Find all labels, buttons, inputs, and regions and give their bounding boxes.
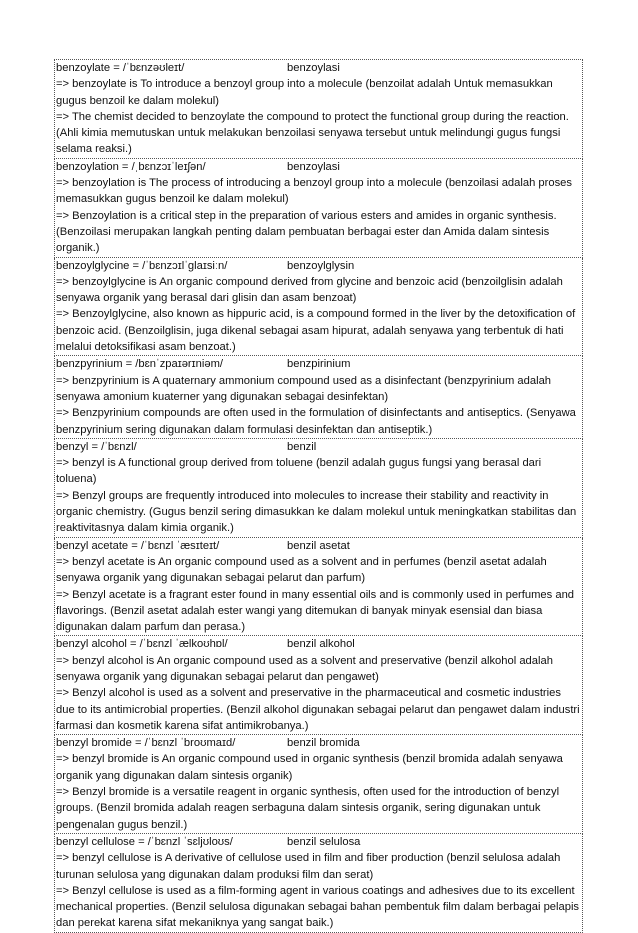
entry-term: benzoylglycine = /ˈbɛnzɔɪlˈɡlaɪsiːn/ bbox=[56, 259, 228, 272]
entry-term: benzyl alcohol = /ˈbɛnzl ˈælkoʊhɒl/ bbox=[56, 638, 228, 651]
entry-example: => Benzyl alcohol is used as a solvent and preservative in the pharmaceutical and cosmetic industries due to its antimicrobial properties. (Benzil alkohol digunakan sebagai pelarut dan pengawet dalam industri farmasi dan kosmetik karena sifat antimikrobanya.) bbox=[56, 687, 580, 732]
entry-headword-row bbox=[56, 834, 581, 850]
entry-example: => The chemist decided to benzoylate the compound to protect the functional group during the reaction. (Ahli kimia memutuskan untuk melakukan benzoilasi senyawa tersebut untuk melindungi gugus fungsi selama reaksi.) bbox=[56, 110, 569, 156]
dictionary-entry bbox=[54, 735, 583, 834]
dictionary-entry bbox=[54, 834, 583, 933]
entry-headword-row bbox=[56, 439, 581, 455]
entry-example: => Benzyl acetate is a fragrant ester found in many essential oils and is commonly used in perfumes and flavorings. (Benzil asetat adalah ester wangi yang ditemukan di banyak minyak esensial dan biasa digunakan dalam parfum dan perasa.) bbox=[56, 588, 575, 634]
entry-definition: => benzyl cellulose is A derivative of cellulose used in film and fiber production (benzil selulosa adalah turunan selulosa yang digunakan dalam produksi film dan serat) bbox=[56, 852, 561, 881]
entry-definition: => benzyl bromide is An organic compound used in organic synthesis (benzil bromida adalah senyawa organik yang digunakan dalam sintesis organik) bbox=[56, 753, 563, 782]
entry-definition: => benzyl acetate is An organic compound used as a solvent and in perfumes (benzil asetat adalah senyawa organik yang digunakan sebagai pelarut dan parfum) bbox=[56, 555, 547, 585]
entry-term: benzoylate = /ˈbɛnzəʊleɪt/ bbox=[56, 62, 185, 74]
entry-example: => Benzyl groups are frequently introduced into molecules to increase their stability and reactivity in organic chemistry. (Gugus benzil sering dimasukkan ke dalam molekul untuk meningkatkan stabilitas dan reaktivitasnya dalam kimia organik.) bbox=[56, 489, 577, 535]
entry-example: => Benzoylation is a critical step in the preparation of various esters and amides in organic synthesis. (Benzoilasi merupakan langkah penting dalam pembuatan berbagai ester dan Amida dalam sintesis organik.) bbox=[56, 209, 557, 255]
entry-example: => Benzpyrinium compounds are often used in the formulation of disinfectants and antiseptics. (Senyawa benzpyrinium sering digunakan dalam formulasi desinfektan dan antiseptik.) bbox=[56, 407, 576, 436]
entry-translation: benzoylasi bbox=[287, 62, 340, 74]
entry-term: benzoylation = /ˌbɛnzɔɪˈleɪʃən/ bbox=[56, 160, 206, 173]
entry-headword-row bbox=[56, 356, 581, 372]
entry-headword-row bbox=[56, 735, 581, 751]
dictionary-entry bbox=[54, 439, 583, 538]
dictionary-entry bbox=[54, 258, 583, 357]
dictionary-entry bbox=[54, 159, 583, 258]
dictionary-entry bbox=[54, 636, 583, 735]
entry-translation: benzil bromida bbox=[287, 737, 360, 750]
entry-translation: benzpirinium bbox=[287, 358, 351, 371]
entry-example: => Benzyl cellulose is used as a film-forming agent in various coatings and adhesives due to its excellent mechanical properties. (Benzil selulosa digunakan sebagai bahan pembentuk film dalam berbagai pelapis dan perekat karena sifat mekaniknya yang sangat baik.) bbox=[56, 884, 580, 930]
entry-definition: => benzoylate is To introduce a benzoyl group into a molecule (benzoilat adalah Untuk memasukkan gugus benzoil ke dalam molekul) bbox=[56, 78, 553, 107]
entry-translation: benzil asetat bbox=[287, 539, 350, 552]
entry-term: benzyl = /ˈbɛnzl/ bbox=[56, 440, 137, 453]
entry-translation: benzil alkohol bbox=[287, 638, 355, 651]
entry-headword-row bbox=[56, 159, 581, 175]
entry-translation: benzoylasi bbox=[287, 160, 340, 173]
dictionary-entry bbox=[54, 59, 583, 159]
entry-example: => Benzyl bromide is a versatile reagent in organic synthesis, often used for the introduction of benzyl groups. (Benzil bromida adalah reagen serbaguna dalam sintesis organik, sering digunakan untuk pengenalan gugus benzil.) bbox=[56, 786, 560, 831]
entry-definition: => benzoylation is The process of introducing a benzoyl group into a molecule (benzoilasi adalah proses memasukkan gugus benzoil ke dalam molekul) bbox=[56, 177, 572, 206]
entry-translation: benzil selulosa bbox=[287, 835, 361, 848]
entry-term: benzyl acetate = /ˈbɛnzl ˈæsɪteɪt/ bbox=[56, 539, 220, 552]
entry-term: benzpyrinium = /bɛnˈzpaɪərɪniəm/ bbox=[56, 358, 223, 371]
entry-definition: => benzpyrinium is A quaternary ammonium compound used as a disinfectant (benzpyrinium adalah senyawa amonium kuaterner yang digunakan sebagai desinfektan) bbox=[56, 374, 552, 403]
entry-headword-row bbox=[56, 258, 581, 274]
dictionary-entry bbox=[54, 356, 583, 438]
entry-definition: => benzyl is A functional group derived from toluene (benzil adalah gugus fungsi yang berasal dari toluena) bbox=[56, 457, 542, 486]
entry-translation: benzil bbox=[287, 440, 317, 453]
entry-definition: => benzoylglycine is An organic compound derived from glycine and benzoic acid (benzoilglisin adalah senyawa organik yang berasal dari glisin dan asam benzoat) bbox=[56, 275, 563, 305]
entry-definition: => benzyl alcohol is An organic compound used as a solvent and preservative (benzil alkohol adalah senyawa organik yang digunakan sebagai pelarut dan pengawet) bbox=[56, 654, 553, 683]
entry-term: benzyl bromide = /ˈbɛnzl ˈbroʊmaɪd/ bbox=[56, 737, 236, 750]
entry-headword-row bbox=[56, 538, 581, 554]
entry-term: benzyl cellulose = /ˈbɛnzl ˈsɛljʊloʊs/ bbox=[56, 835, 233, 848]
entry-translation: benzoylglysin bbox=[287, 259, 355, 272]
entry-example: => Benzoylglycine, also known as hippuric acid, is a compound formed in the liver by the detoxification of benzoic acid. (Benzoilglisin, juga dikenal sebagai asam hipurat, adalah senyawa yang terbentuk di hati melalui detoksifikasi asam benzoat.) bbox=[56, 308, 576, 354]
dictionary-entry bbox=[54, 538, 583, 637]
dictionary-document bbox=[54, 59, 583, 933]
entry-headword-row bbox=[56, 636, 581, 652]
entry-headword-row bbox=[56, 60, 581, 76]
